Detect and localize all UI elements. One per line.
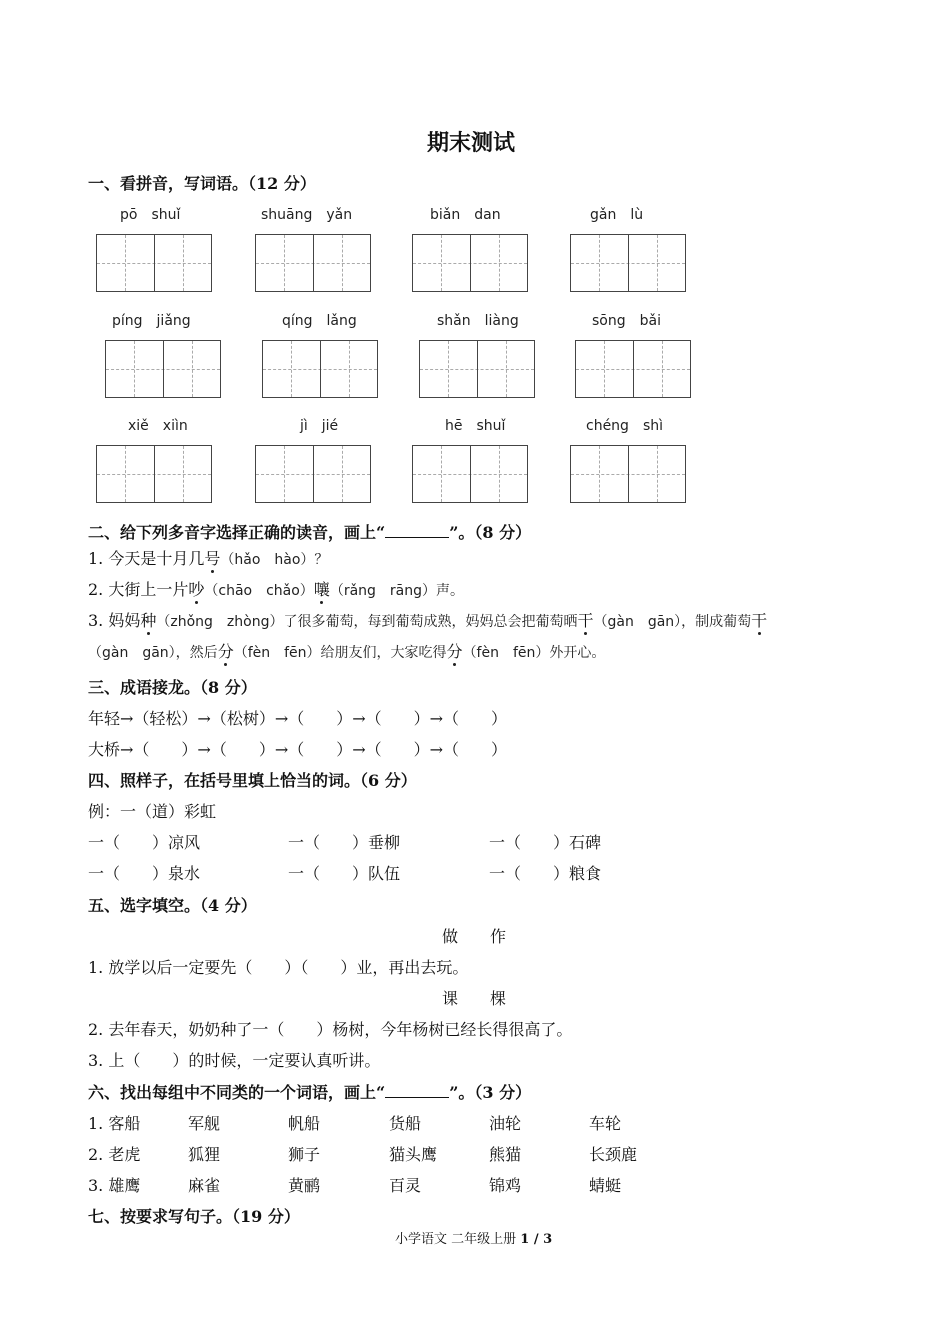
- question-2-3-cont: [88, 639, 605, 662]
- word-item[interactable]: 油轮: [489, 1114, 522, 1133]
- pinyin-options[interactable]: （zhǒng zhòng）了很多葡萄，每到葡萄成熟，妈妈总会把葡萄晒: [156, 614, 578, 630]
- pinyin-label: píng jiǎng: [112, 313, 191, 329]
- writing-box[interactable]: [575, 340, 691, 398]
- char-pair: 课 棵: [442, 989, 507, 1008]
- question-2-3: [88, 608, 767, 631]
- underline-mark: [385, 523, 449, 538]
- text: 3. 妈妈: [88, 611, 141, 630]
- fill-blank[interactable]: 一（ ）泉水: [88, 864, 201, 883]
- heading-part: 二、给下列多音字选择正确的读音，画上“: [88, 523, 386, 542]
- section-4-heading: 四、照样子，在括号里填上恰当的词。（6 分）: [88, 771, 417, 790]
- pinyin-options[interactable]: （gàn gān），然后: [88, 645, 218, 661]
- pinyin-label: gǎn lù: [590, 207, 644, 223]
- word-item[interactable]: 狮子: [288, 1145, 321, 1164]
- writing-box[interactable]: [255, 445, 371, 503]
- marked-char: 嚷: [313, 580, 330, 599]
- pinyin-label: qíng lǎng: [282, 313, 357, 329]
- fill-blank[interactable]: 一（ ）凉风: [88, 833, 201, 852]
- text: 2. 大街上一片: [88, 580, 189, 599]
- word-item[interactable]: 2. 老虎: [88, 1145, 141, 1164]
- pinyin-label: pō shuǐ: [120, 207, 181, 223]
- word-item[interactable]: 锦鸡: [489, 1176, 522, 1195]
- question-2-1: [88, 546, 328, 569]
- pinyin-options[interactable]: （fèn fēn）给朋友们，大家吃得: [233, 645, 447, 661]
- writing-box[interactable]: [570, 445, 686, 503]
- fill-blank[interactable]: 一（ ）垂柳: [288, 833, 401, 852]
- marked-char: 干: [577, 611, 594, 630]
- word-item[interactable]: 军舰: [188, 1114, 221, 1133]
- pinyin-options[interactable]: （hǎo hào）？: [220, 552, 329, 568]
- fill-blank[interactable]: 一（ ）粮食: [489, 864, 602, 883]
- word-item[interactable]: 黄鹂: [288, 1176, 321, 1195]
- question-5-3[interactable]: 3. 上（ ）的时候，一定要认真听讲。: [88, 1051, 381, 1070]
- section-2-heading: [88, 520, 531, 543]
- example-line: 例：一（道）彩虹: [88, 802, 217, 821]
- writing-box[interactable]: [570, 234, 686, 292]
- section-6-heading: [88, 1080, 531, 1103]
- page-number: 1 / 3: [520, 1232, 553, 1247]
- word-item[interactable]: 1. 客船: [88, 1114, 141, 1133]
- pinyin-options[interactable]: （gàn gān），制成葡萄: [593, 614, 752, 630]
- word-item[interactable]: 狐狸: [188, 1145, 221, 1164]
- writing-box[interactable]: [105, 340, 221, 398]
- word-item[interactable]: 帆船: [288, 1114, 321, 1133]
- writing-box[interactable]: [96, 234, 212, 292]
- section-7-heading: 七、按要求写句子。（19 分）: [88, 1207, 300, 1226]
- page-title: 期末测试: [427, 130, 516, 156]
- writing-box[interactable]: [255, 234, 371, 292]
- word-item[interactable]: 车轮: [589, 1114, 622, 1133]
- heading-part: 六、找出每组中不同类的一个词语，画上“: [88, 1083, 386, 1102]
- idiom-chain-1[interactable]: 年轻→（轻松）→（松树）→（ ）→（ ）→（ ）: [88, 709, 508, 728]
- marked-char: 号: [204, 549, 221, 568]
- pinyin-label: biǎn dan: [430, 207, 501, 223]
- writing-box[interactable]: [419, 340, 535, 398]
- underline-mark: [385, 1083, 449, 1098]
- word-item[interactable]: 3. 雄鹰: [88, 1176, 141, 1195]
- marked-char: 吵: [188, 580, 205, 599]
- pinyin-options[interactable]: （rǎng rāng）声。: [329, 583, 465, 599]
- writing-box[interactable]: [412, 234, 528, 292]
- section-3-heading: 三、成语接龙。（8 分）: [88, 678, 257, 697]
- pinyin-label: chéng shì: [586, 418, 663, 434]
- pinyin-label: shuāng yǎn: [261, 207, 353, 223]
- marked-char: 分: [217, 642, 234, 661]
- idiom-chain-2[interactable]: 大桥→（ ）→（ ）→（ ）→（ ）→（ ）: [88, 740, 508, 759]
- word-item[interactable]: 长颈鹿: [589, 1145, 638, 1164]
- writing-box[interactable]: [96, 445, 212, 503]
- heading-part: ”。（3 分）: [449, 1083, 532, 1102]
- writing-box[interactable]: [412, 445, 528, 503]
- page-footer: [395, 1228, 552, 1247]
- pinyin-label: shǎn liàng: [437, 313, 519, 329]
- marked-char: 分: [446, 642, 463, 661]
- footer-text: 小学语文 二年级上册: [395, 1232, 521, 1247]
- pinyin-label: jì jié: [300, 418, 339, 434]
- fill-blank[interactable]: 一（ ）队伍: [288, 864, 401, 883]
- writing-box[interactable]: [262, 340, 378, 398]
- question-5-1[interactable]: 1. 放学以后一定要先（ ）（ ）业，再出去玩。: [88, 958, 469, 977]
- word-item[interactable]: 蜻蜓: [589, 1176, 622, 1195]
- pinyin-options[interactable]: （chāo chǎo）: [204, 583, 314, 599]
- marked-char: 种: [140, 611, 157, 630]
- pinyin-options[interactable]: （fèn fēn）外开心。: [462, 645, 606, 661]
- word-item[interactable]: 货船: [389, 1114, 422, 1133]
- word-item[interactable]: 熊猫: [489, 1145, 522, 1164]
- text: 1. 今天是十月几: [88, 549, 205, 568]
- word-item[interactable]: 百灵: [389, 1176, 422, 1195]
- fill-blank[interactable]: 一（ ）石碑: [489, 833, 602, 852]
- word-item[interactable]: 麻雀: [188, 1176, 221, 1195]
- pinyin-label: hē shuǐ: [445, 418, 506, 434]
- pinyin-label: sōng bǎi: [592, 313, 661, 329]
- section-1-heading: 一、看拼音，写词语。（12 分）: [88, 174, 316, 193]
- section-5-heading: 五、选字填空。（4 分）: [88, 896, 257, 915]
- heading-part: ”。（8 分）: [449, 523, 532, 542]
- question-2-2: [88, 577, 464, 600]
- word-item[interactable]: 猫头鹰: [389, 1145, 438, 1164]
- pinyin-label: xiě xiìn: [128, 418, 188, 434]
- question-5-2[interactable]: 2. 去年春天，奶奶种了一（ ）杨树，今年杨树已经长得很高了。: [88, 1020, 573, 1039]
- char-pair: 做 作: [442, 927, 507, 946]
- marked-char: 干: [751, 611, 768, 630]
